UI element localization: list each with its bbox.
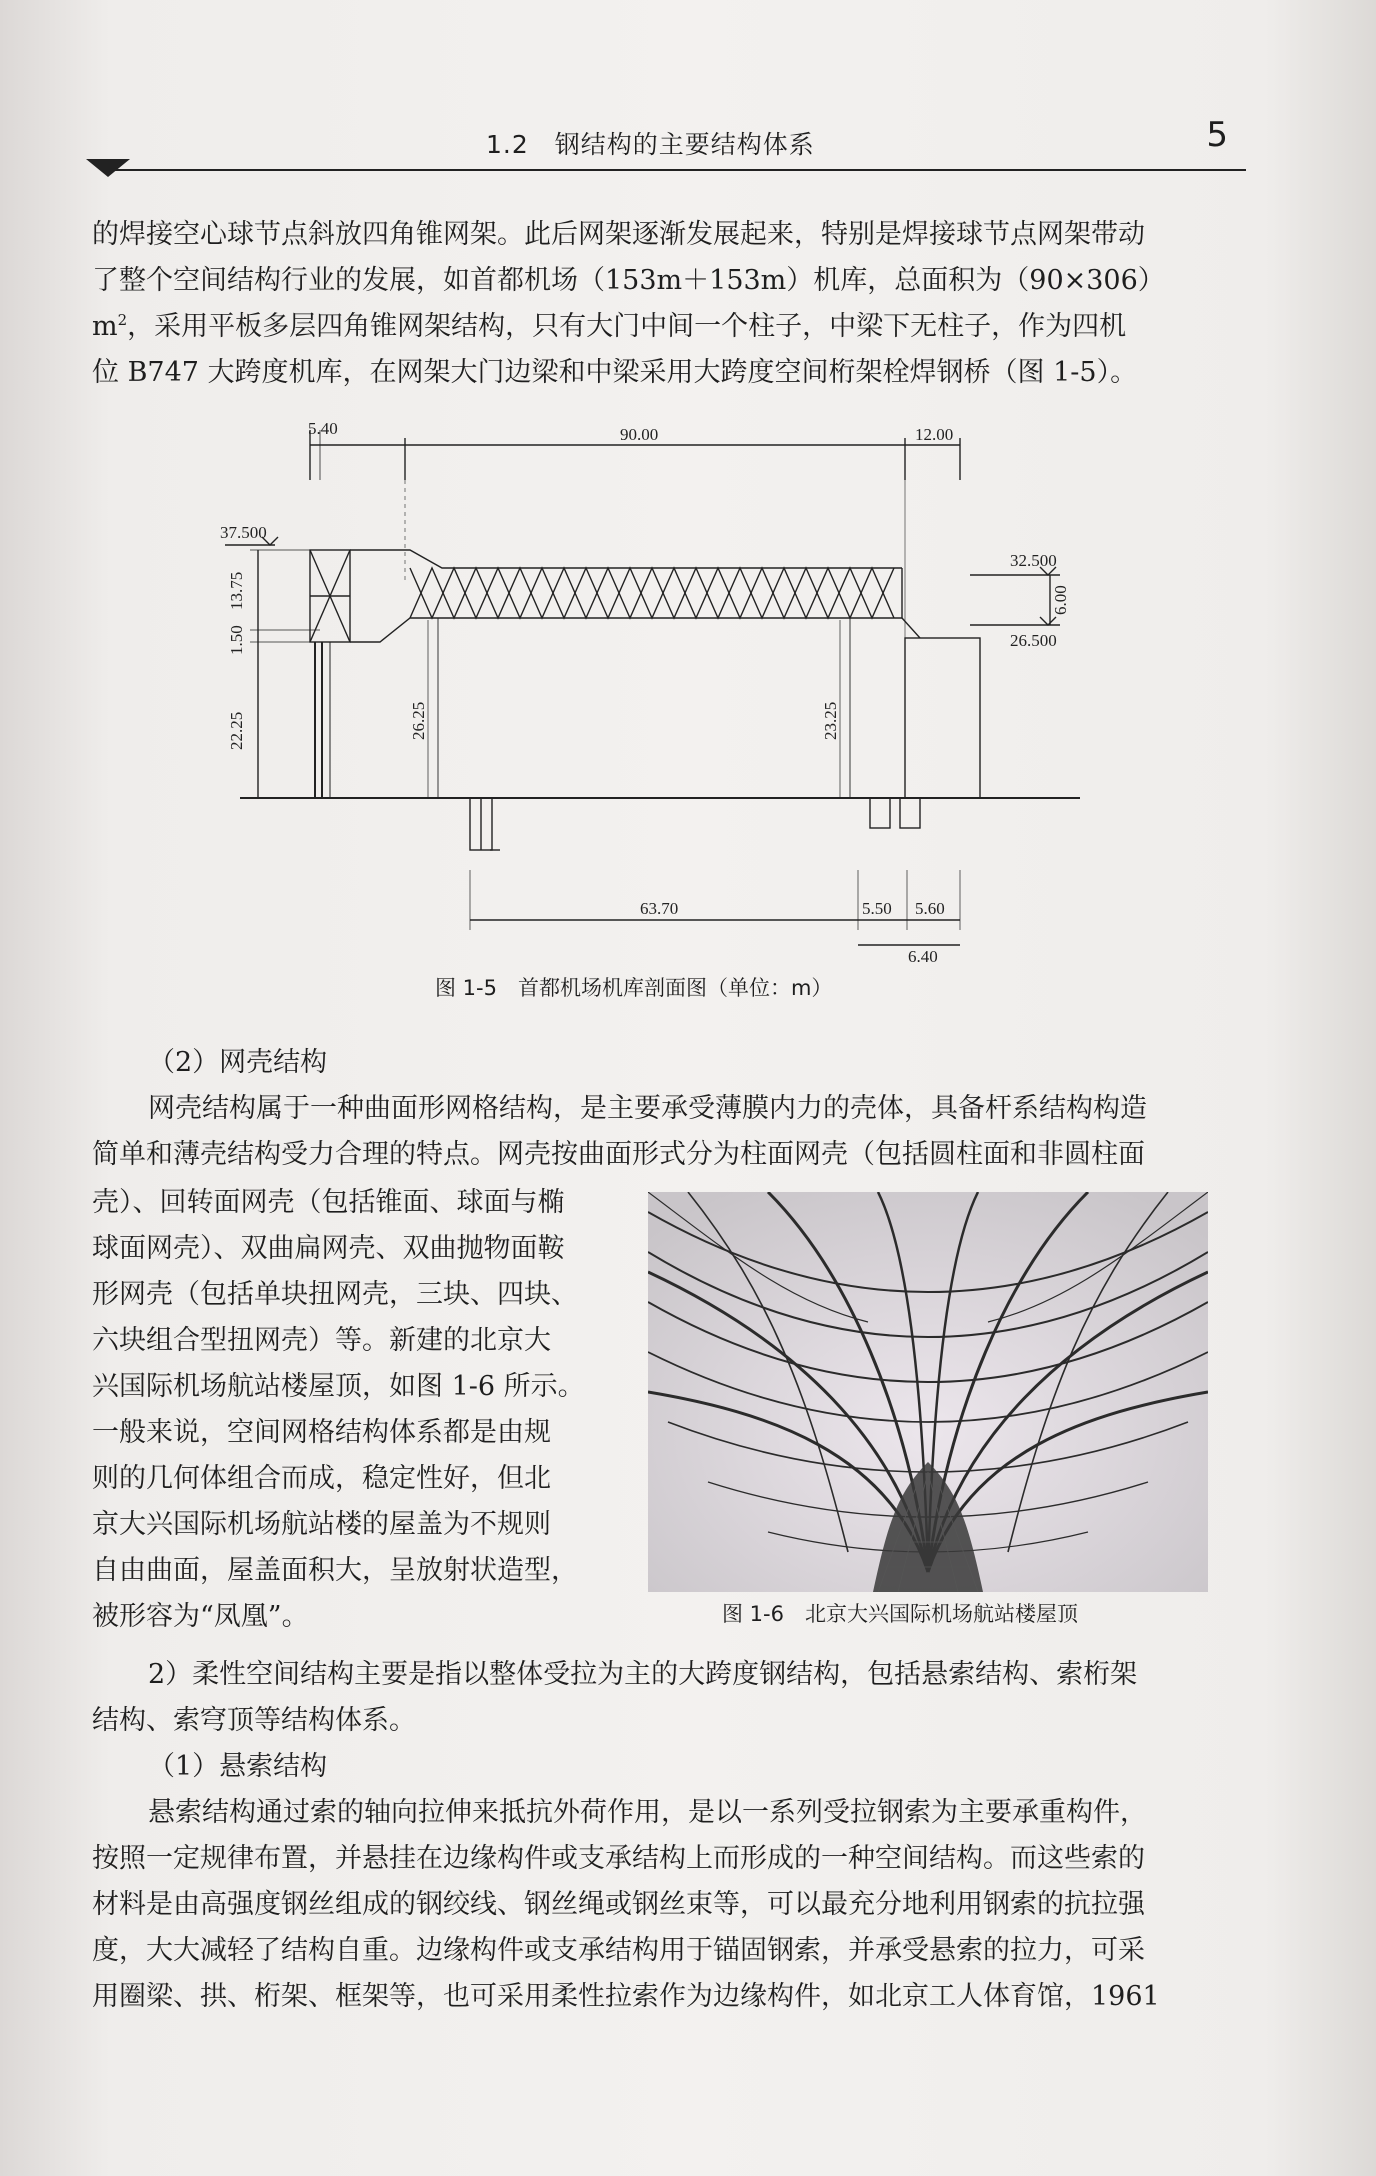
text-span: ，采用平板多层四角锥网架结构，只有大门中间一个柱子，中梁下无柱子，作为四机 <box>127 311 1127 342</box>
text-line: 用圈梁、拱、桁架、框架等，也可采用柔性拉索作为边缘构件，如北京工人体育馆，1961 <box>92 1981 1160 2012</box>
running-head-title: 1.2 钢结构的主要结构体系 <box>486 130 815 159</box>
text-line: 六块组合型扭网壳）等。新建的北京大 <box>92 1325 551 1356</box>
figure-1-5-caption: 图 1-5 首都机场机库剖面图（单位：m） <box>435 976 833 1000</box>
superscript-2: 2 <box>117 311 128 329</box>
elevation-right-bottom: 26.500 <box>1010 631 1057 650</box>
elevation-right-top: 32.500 <box>1010 551 1057 570</box>
dim-right-v: 6.00 <box>1051 585 1070 615</box>
dim-bottom-3: 5.60 <box>915 899 945 918</box>
text-line: 简单和薄壳结构受力合理的特点。网壳按曲面形式分为柱面网壳（包括圆柱面和非圆柱面 <box>92 1139 1145 1170</box>
text-line: 结构、索穹顶等结构体系。 <box>92 1705 416 1736</box>
section-flexible <box>92 1652 1250 2020</box>
text-line: 位 B747 大跨度机库，在网架大门边梁和中梁采用大跨度空间桁架栓焊钢桥（图 1-5）。 <box>92 357 1138 388</box>
text-line: 悬索结构通过索的轴向拉伸来抵抗外荷作用，是以一系列受拉钢索为主要承重构件， <box>148 1797 1147 1828</box>
text-line: 壳）、回转面网壳（包括锥面、球面与椭 <box>92 1187 565 1218</box>
text-line: 度，大大减轻了结构自重。边缘构件或支承结构用于锚固钢索，并承受悬索的拉力，可采 <box>92 1935 1145 1966</box>
text-line: 的焊接空心球节点斜放四角锥网架。此后网架逐渐发展起来，特别是焊接球节点网架带动 <box>92 219 1145 250</box>
header-triangle-ornament <box>86 159 130 177</box>
text-line: 被形容为“凤凰”。 <box>92 1601 309 1632</box>
dim-bottom-2: 5.50 <box>862 899 892 918</box>
text-line: 则的几何体组合而成，稳定性好，但北 <box>92 1463 551 1494</box>
airport-roof-photo <box>648 1192 1208 1592</box>
dim-left-v1: 13.75 <box>227 571 246 610</box>
dim-left-v2: 1.50 <box>227 625 246 655</box>
section-heading: （2）网壳结构 <box>148 1047 328 1078</box>
text-line: 形网壳（包括单块扭网壳，三块、四块、 <box>92 1279 578 1310</box>
text-line: 兴国际机场航站楼屋顶，如图 1-6 所示。 <box>92 1371 585 1402</box>
wrapped-paragraph <box>92 1180 642 1640</box>
text-line: 京大兴国际机场航站楼的屋盖为不规则 <box>92 1509 551 1540</box>
text-line: 一般来说，空间网格结构体系都是由规 <box>92 1417 551 1448</box>
dim-inner-right: 23.25 <box>821 701 840 740</box>
unit-m: m <box>92 311 118 342</box>
text-line: 材料是由高强度钢丝组成的钢绞线、钢丝绳或钢丝束等，可以最充分地利用钢索的抗拉强 <box>92 1889 1145 1920</box>
dim-inner-left: 26.25 <box>409 701 428 740</box>
dim-bottom-4: 6.40 <box>908 947 938 966</box>
text-line <box>92 304 1250 350</box>
text-line: 2）柔性空间结构主要是指以整体受拉为主的大跨度钢结构，包括悬索结构、索桁架 <box>148 1659 1138 1690</box>
section-heading: （1）悬索结构 <box>148 1751 328 1782</box>
figure-1-6-caption: 图 1-6 北京大兴国际机场航站楼屋顶 <box>722 1602 1078 1626</box>
section-lattice-shell <box>92 1040 1250 1178</box>
text-line: 自由曲面，屋盖面积大，呈放射状造型， <box>92 1555 578 1586</box>
dim-top-right: 12.00 <box>915 425 954 444</box>
paragraph-intro <box>92 212 1250 396</box>
text-line: 了整个空间结构行业的发展，如首都机场（153m＋153m）机库，总面积为（90×306） <box>92 265 1165 296</box>
text-line: 按照一定规律布置，并悬挂在边缘构件或支承结构上而形成的一种空间结构。而这些索的 <box>92 1843 1145 1874</box>
elevation-left: 37.500 <box>220 523 267 542</box>
hangar-section-drawing <box>180 410 1120 970</box>
text-line: 球面网壳）、双曲扁网壳、双曲抛物面鞍 <box>92 1233 565 1264</box>
dim-bottom-1: 63.70 <box>640 899 679 918</box>
page-number: 5 <box>1206 115 1228 155</box>
text-line: 网壳结构属于一种曲面形网格结构，是主要承受薄膜内力的壳体，具备杆系结构构造 <box>148 1093 1147 1124</box>
dim-top-mid: 90.00 <box>620 425 659 444</box>
running-header <box>86 115 1246 185</box>
dim-left-v3: 22.25 <box>227 711 246 750</box>
dim-top-left: 5.40 <box>308 419 338 438</box>
header-rule <box>108 169 1246 171</box>
